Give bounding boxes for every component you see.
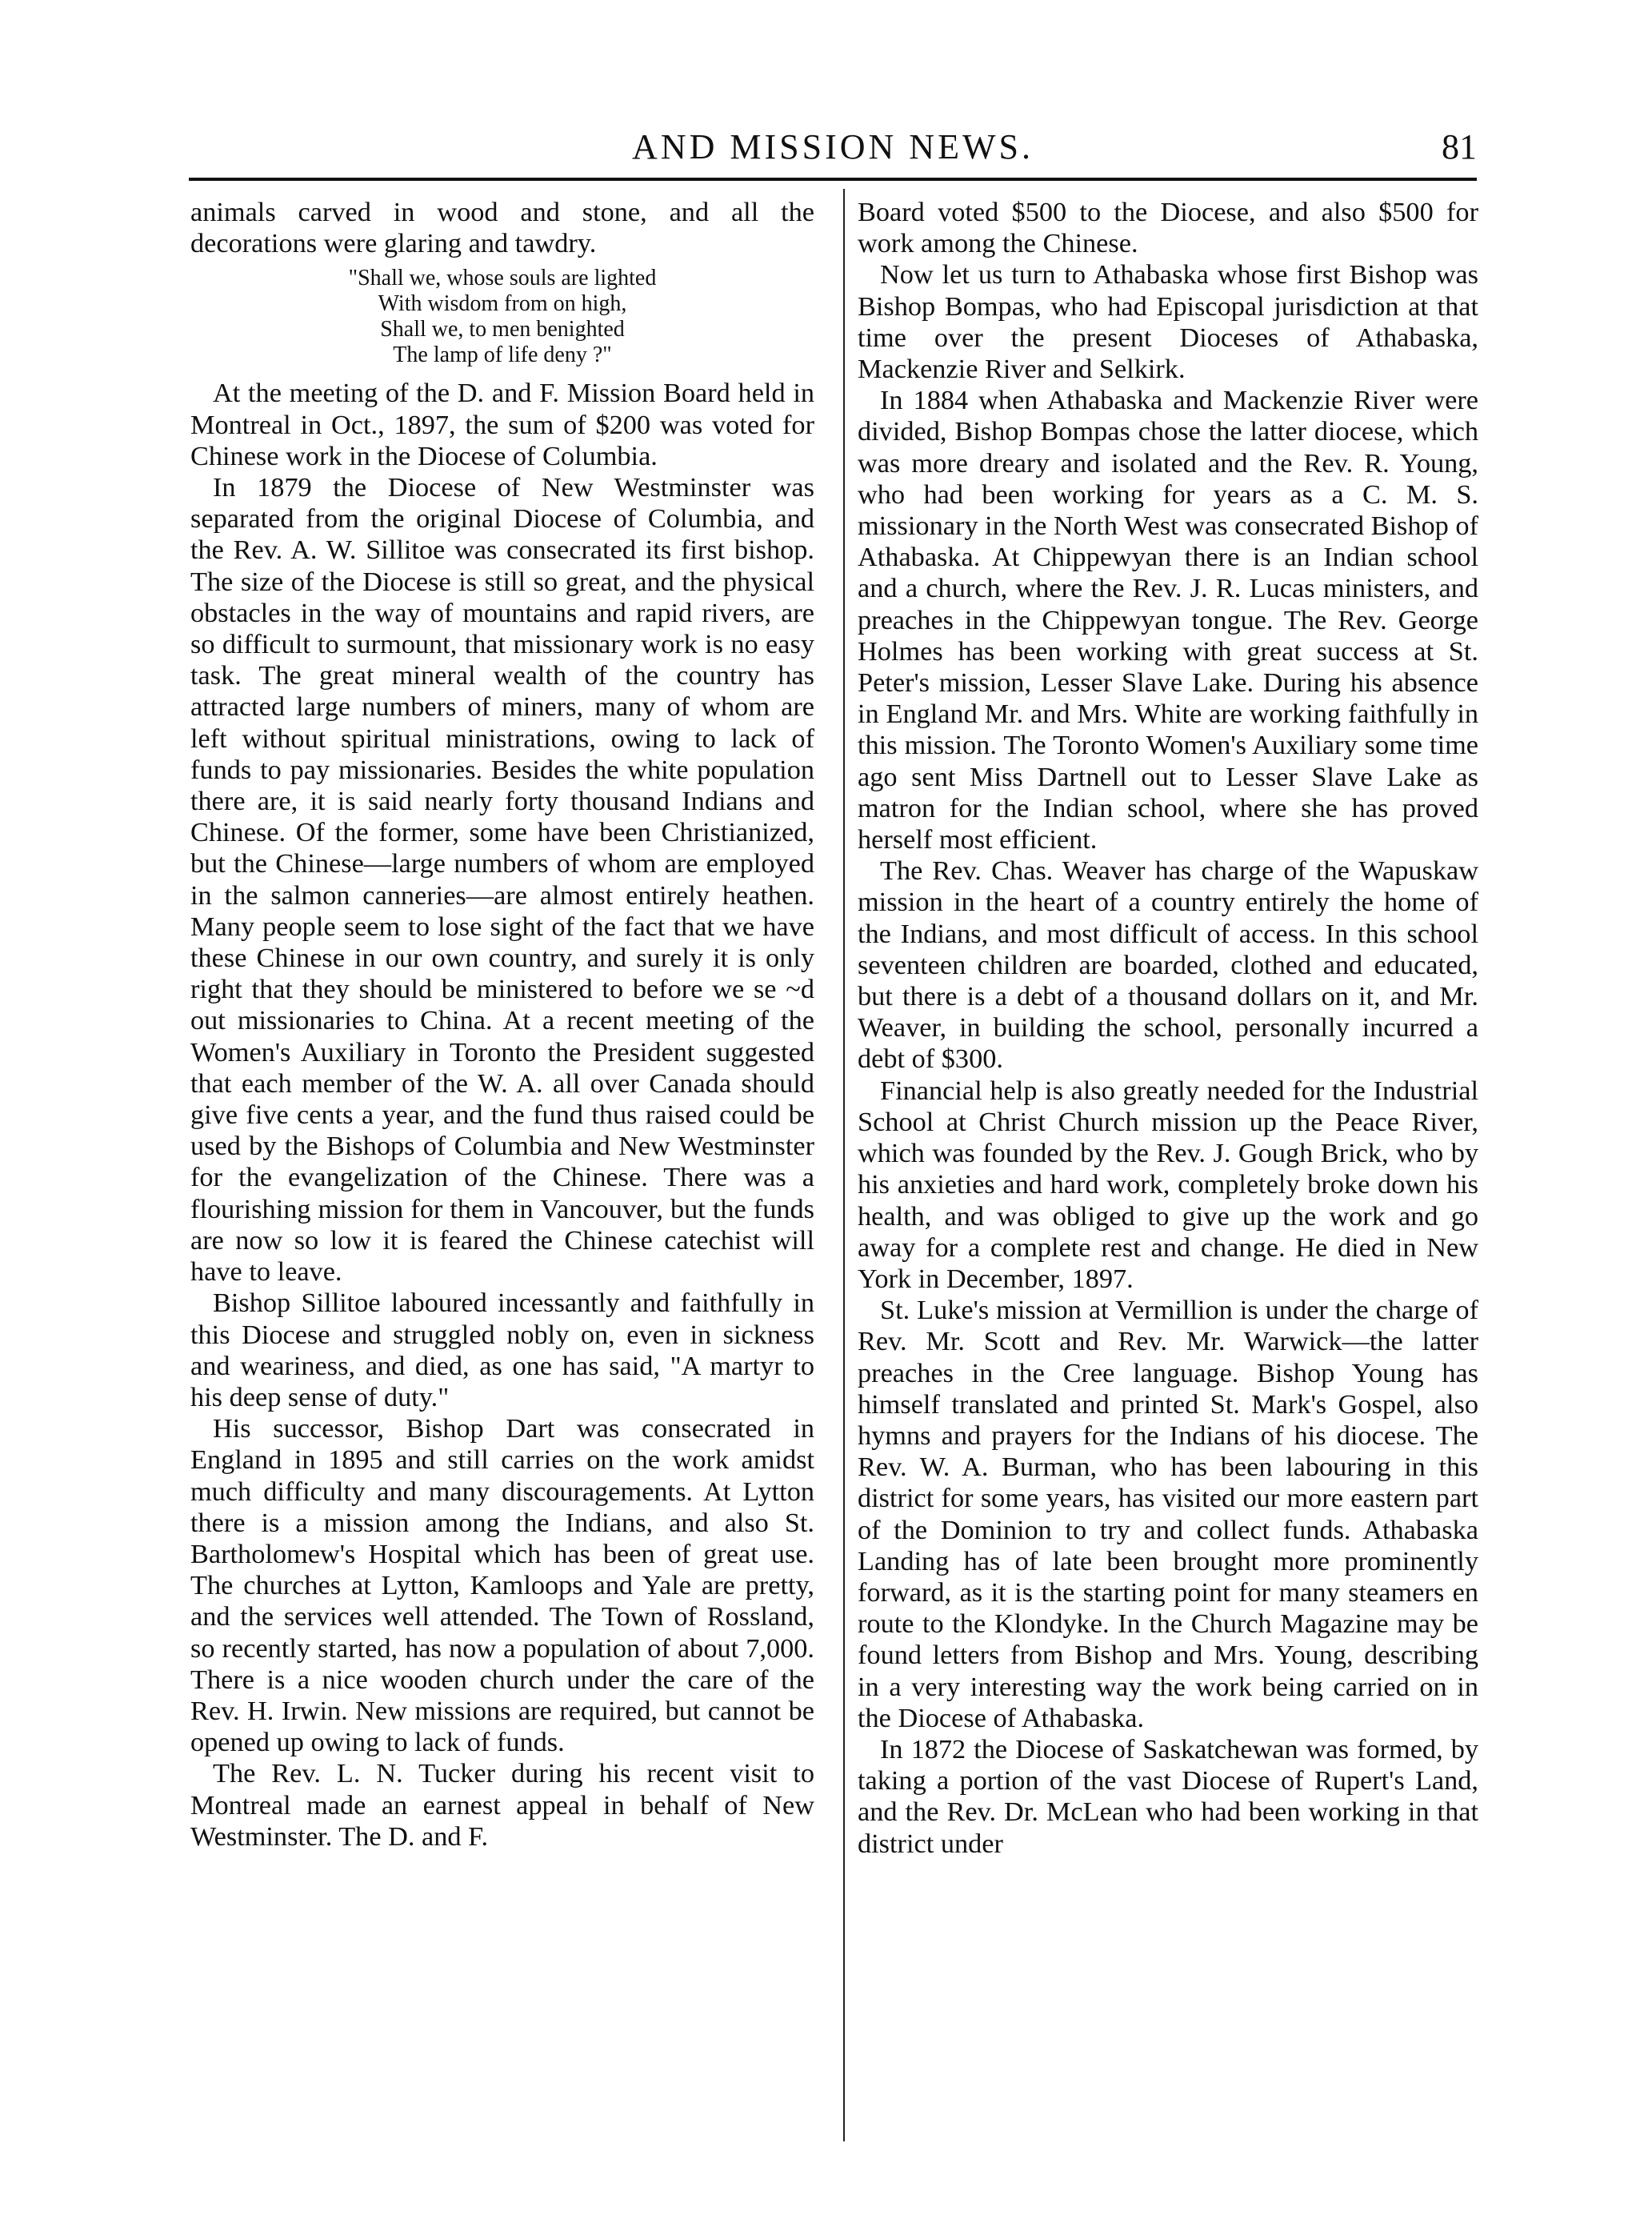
paragraph: St. Luke's mission at Vermillion is under the charge of Rev. Mr. Scott and Rev. Mr. Warwick—the latter preaches in the Cree language. Bishop Young has himself translated and printed St. Mark's Gospel, also hymns and prayers for the Indians of his diocese. The Rev. W. A. Burman, who has been labouring in this district for some years, has visited our more eastern part of the Dominion to try and collect funds. Athabaska Landing has of late been brought more prominently forward, as it is the starting point for many steamers en route to the Klondyke. In the Church Magazine may be found letters from Bishop and Mrs. Young, describing in a very interesting way the work being carried on in the Diocese of Athabaska. <box>858 1295 1478 1733</box>
paragraph: Bishop Sillitoe laboured incessantly and faithfully in this Diocese and struggled nobly on, even in sickness and weariness, and died, as one has said, "A martyr to his deep sense of duty." <box>190 1288 814 1412</box>
paragraph: Board voted $500 to the Diocese, and also $500 for work among the Chinese. <box>858 197 1478 259</box>
paragraph: Now let us turn to Athabaska whose first Bishop was Bishop Bompas, who had Episcopal jurisdiction at that time over the present Dioceses of Athabaska, Mackenzie River and Selkirk. <box>858 259 1478 385</box>
left-column <box>190 197 814 1853</box>
poem-line: "Shall we, whose souls are lighted <box>348 266 657 291</box>
paragraph: animals carved in wood and stone, and all the decorations were glaring and tawdry. <box>190 197 814 259</box>
page-header <box>189 126 1477 174</box>
paragraph: In 1879 the Diocese of New Westminster was separated from the original Diocese of Columbia, and the Rev. A. W. Sillitoe was consecrated its first bishop. The size of the Diocese is still so great, and the physical obstacles in the way of mountains and rapid rivers, are so difficult to surmount, that missionary work is no easy task. The great mineral wealth of the country has attracted large numbers of miners, many of whom are left without spiritual ministrations, owing to lack of funds to pay missionaries. Besides the white population there are, it is said nearly forty thousand Indians and Chinese. Of the former, some have been Christianized, but the Chinese—large numbers of whom are employed in the salmon canneries—are almost entirely heathen. Many people seem to lose sight of the fact that we have these Chinese in our own country, and surely it is only right that they should be ministered to before we se ~d out missionaries to China. At a recent meeting of the Women's Auxiliary in Toronto the President suggested that each member of the W. A. all over Canada should give five cents a year, and the fund thus raised could be used by the Bishops of Columbia and New Westminster for the evangelization of the Chinese. There was a flourishing mission for them in Vancouver, but the funds are now so low it is feared the Chinese catechist will have to leave. <box>190 472 814 1288</box>
header-rule <box>189 178 1477 181</box>
running-title: AND MISSION NEWS. <box>632 127 1034 166</box>
paragraph: In 1872 the Diocese of Saskatchewan was formed, by taking a portion of the vast Diocese of Rupert's Land, and the Rev. Dr. McLean who had been working in that district under <box>858 1733 1478 1859</box>
poem-line: Shall we, to men benighted <box>380 317 625 342</box>
paragraph: In 1884 when Athabaska and Mackenzie River were divided, Bishop Bompas chose the latter diocese, which was more dreary and isolated and the Rev. R. Young, who had been working for years as a C. M. S. missionary in the North West was consecrated Bishop of Athabaska. At Chippewyan there is an Indian school and a church, where the Rev. J. R. Lucas ministers, and preaches in the Chippewyan tongue. The Rev. George Holmes has been working with great success at St. Peter's mission, Lesser Slave Lake. During his absence in England Mr. and Mrs. White are working faithfully in this mission. The Toronto Women's Auxiliary some time ago sent Miss Dartnell out to Lesser Slave Lake as matron for the Indian school, where she has proved herself most efficient. <box>858 385 1478 855</box>
poem-quote <box>190 266 814 368</box>
page-number: 81 <box>1442 127 1477 166</box>
paragraph: At the meeting of the D. and F. Mission Board held in Montreal in Oct., 1897, the sum of $200 was voted for Chinese work in the Diocese of Columbia. <box>190 378 814 471</box>
right-column <box>858 197 1478 1860</box>
paragraph: The Rev. L. N. Tucker during his recent visit to Montreal made an earnest appeal in behalf of New Westminster. The D. and F. <box>190 1758 814 1852</box>
paragraph: Financial help is also greatly needed for the Industrial School at Christ Church mission up the Peace River, which was founded by the Rev. J. Gough Brick, who by his anxieties and hard work, completely broke down his health, and was obliged to give up the work and go away for a complete rest and change. He died in New York in December, 1897. <box>858 1075 1478 1294</box>
paragraph: The Rev. Chas. Weaver has charge of the Wapuskaw mission in the heart of a country entirely the home of the Indians, and most difficult of access. In this school seventeen children are boarded, clothed and educated, but there is a debt of a thousand dollars on it, and Mr. Weaver, in building the school, personally incurred a debt of $300. <box>858 855 1478 1075</box>
column-divider <box>843 189 845 2141</box>
poem-line: With wisdom from on high, <box>378 291 627 317</box>
paragraph: His successor, Bishop Dart was consecrated in England in 1895 and still carries on the work amidst much difficulty and many discouragements. At Lytton there is a mission among the Indians, and also St. Bartholomew's Hospital which has been of great use. The churches at Lytton, Kamloops and Yale are pretty, and the services well attended. The Town of Rossland, so recently started, has now a population of about 7,000. There is a nice wooden church under the care of the Rev. H. Irwin. New missions are required, but cannot be opened up owing to lack of funds. <box>190 1413 814 1758</box>
poem-line: The lamp of life deny ?" <box>393 342 612 368</box>
